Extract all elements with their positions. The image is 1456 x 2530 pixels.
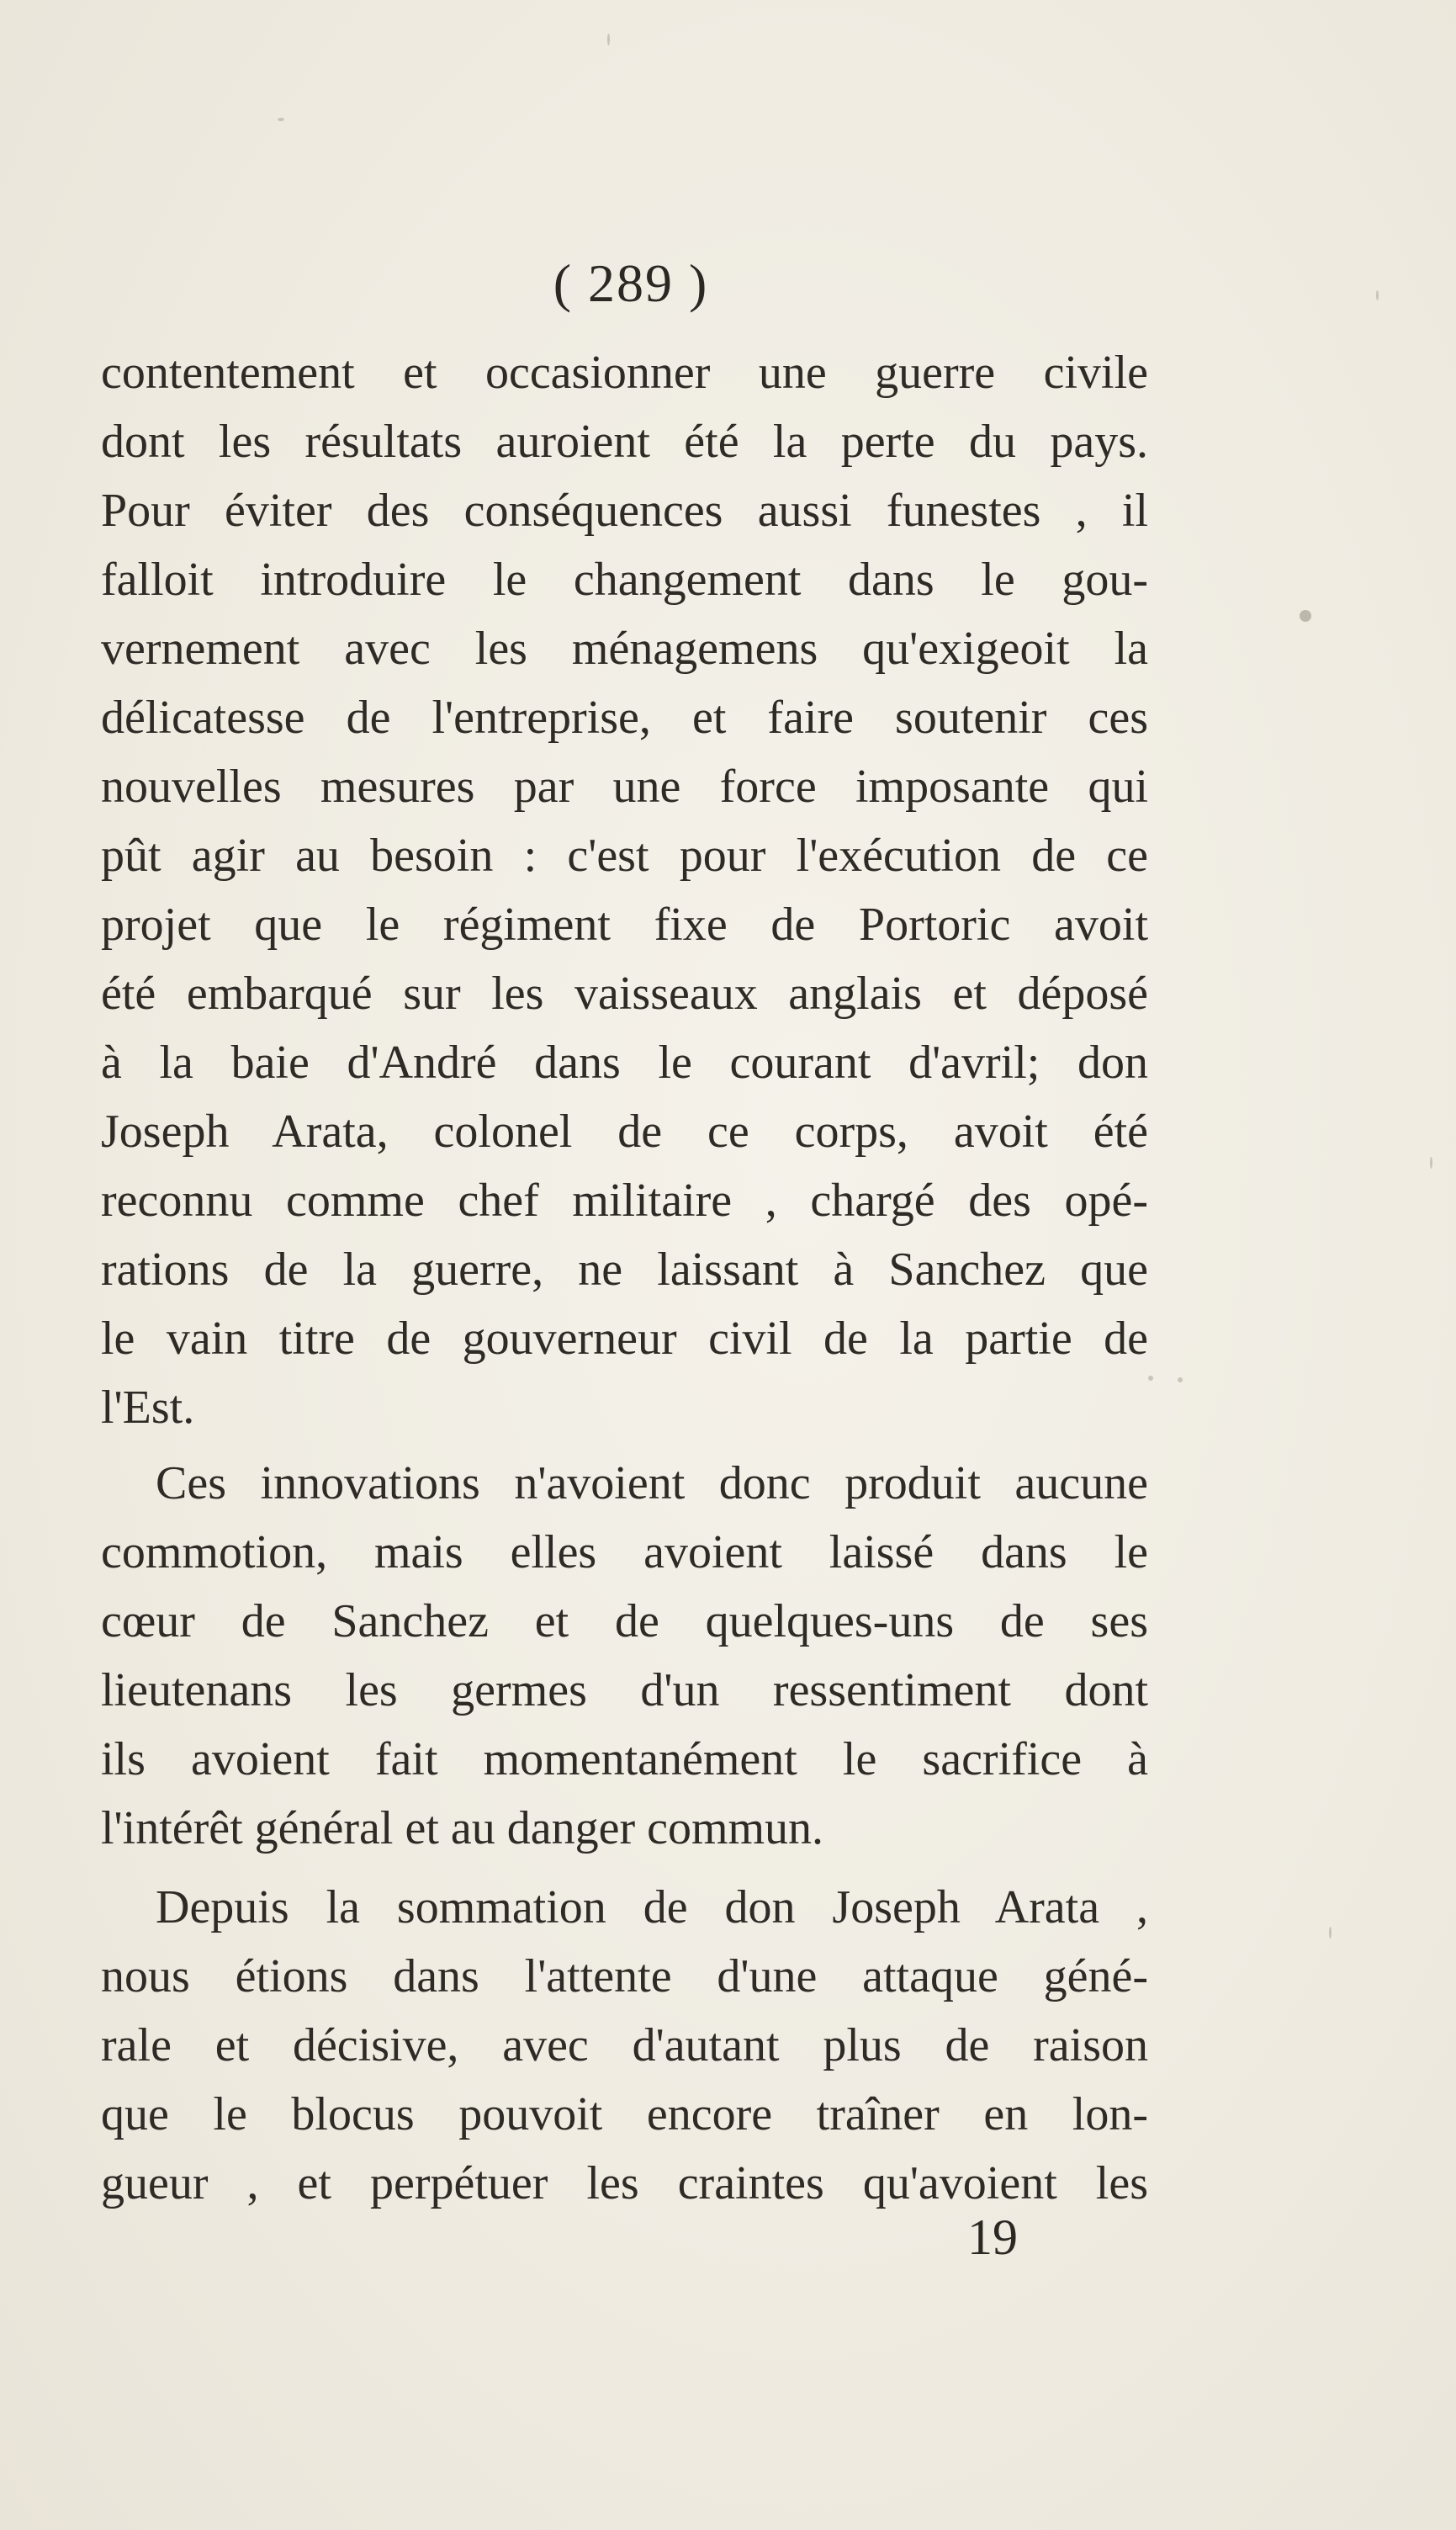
text-line: l'intérêt général et au danger commun. [101, 1802, 824, 1854]
text-line: gueur , et perpétuer les craintes qu'avoient les [101, 2157, 1148, 2209]
text-line: nouvelles mesures par une force imposante qui [101, 761, 1148, 813]
text-line: été embarqué sur les vaisseaux anglais et déposé [101, 968, 1148, 1020]
text-line: projet que le régiment fixe de Portoric avoit [101, 899, 1148, 951]
page-number-header: ( 289 ) [553, 253, 709, 313]
paragraph [101, 1873, 1148, 2218]
text-line: lieutenans les germes d'un ressentiment dont [101, 1664, 1148, 1716]
text-line: commotion, mais elles avoient laissé dans le [101, 1526, 1148, 1578]
body-text [101, 338, 1148, 2218]
paper-speck [607, 34, 610, 45]
text-line: l'Est. [101, 1382, 195, 1434]
text-line: à la baie d'André dans le courant d'avril; don [101, 1037, 1148, 1089]
paper-speck [1329, 1927, 1332, 1939]
text-line: vernement avec les ménagemens qu'exigeoit la [101, 623, 1148, 675]
paper-speck [1376, 290, 1379, 300]
text-line: ils avoient fait momentanément le sacrifice à [101, 1733, 1148, 1785]
text-line: que le blocus pouvoit encore traîner en lon- [101, 2088, 1148, 2140]
text-line: reconnu comme chef militaire , chargé des opé- [101, 1175, 1148, 1227]
text-line: délicatesse de l'entreprise, et faire soutenir ces [101, 692, 1148, 744]
paragraph [101, 1449, 1148, 1863]
paragraph [101, 338, 1148, 1442]
paper-speck [1178, 1377, 1183, 1382]
text-line: pût agir au besoin : c'est pour l'exécution de ce [101, 830, 1148, 882]
paper-speck [278, 118, 284, 121]
text-line: Ces innovations n'avoient donc produit aucune [156, 1457, 1148, 1509]
paper-speck [1148, 1376, 1153, 1381]
paper-speck [1430, 1157, 1432, 1169]
text-line: dont les résultats auroient été la perte du pays. [101, 416, 1148, 468]
text-line: rations de la guerre, ne laissant à Sanchez que [101, 1244, 1148, 1296]
text-line: nous étions dans l'attente d'une attaque géné- [101, 1950, 1148, 2002]
text-line: contentement et occasionner une guerre civile [101, 347, 1148, 399]
text-line: cœur de Sanchez et de quelques-uns de ses [101, 1595, 1148, 1647]
text-line: Pour éviter des conséquences aussi funestes , il [101, 485, 1148, 537]
signature-mark: 19 [967, 2209, 1018, 2265]
text-line: falloit introduire le changement dans le gou- [101, 554, 1148, 606]
text-line: Depuis la sommation de don Joseph Arata , [156, 1881, 1148, 1933]
text-line: rale et décisive, avec d'autant plus de raison [101, 2019, 1148, 2071]
text-line: Joseph Arata, colonel de ce corps, avoit été [101, 1106, 1148, 1158]
text-line: le vain titre de gouverneur civil de la partie de [101, 1313, 1148, 1365]
paper-speck [1300, 610, 1311, 622]
